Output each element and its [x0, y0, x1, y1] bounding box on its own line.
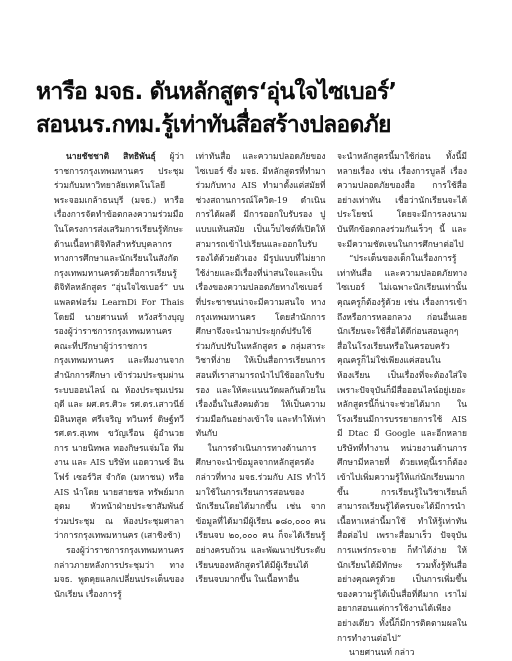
headline-line-1: หารือ มจธ. ดันหลักสูตร‘อุ่นใจไซเบอร์’	[36, 79, 397, 105]
article-column-3	[337, 150, 467, 659]
article-paragraph: “ประเด็นของเด็กในเรื่องการรู้เท่าทันสื่อ และความปลอดภัยทางไซเบอร์ ไม่เฉพาะนักเรียนเท่านั้น คุณครูก็ต้องรู้ด้วย เช่น เรื่องการเข้าถึงหรือการหลอกลวง ก่อนอื่นเลยนักเรียนจะใช้สื่อได้ดีก่อนสอนลูกๆ สื่อในโรงเรียนหรือในครอบครัว คุณครูก็ไม่ใช่เพียงแค่สอนในห้องเรียน เป็นเรื่องที่จะต้องใส่ใจ เพราะปัจจุบันก็มีสื่อออนไลน์อยู่เยอะ หลักสูตรนี้ก็น่าจะช่วยได้มาก ในโรงเรียนมีการบรรยายการใช้ AIS มี Dtac มี Google และอีกหลายบริษัทที่ทำงาน หน่วยงานด้านการศึกษามีหลายที่ ด้วยเหตุนี้เราก็ต้องเข้าไปเพิ่มความรู้ให้แก่นักเรียนมากขึ้น การเรียนรู้ในวิชาเรียนก็สามารถเรียนรู้ได้ครบจะได้มีการนำเนื้อหาเหล่านี้มาใช้ ทำให้รู้เท่าทันสื่อต่อไป เพราะสื่อมาเร็ว ปัจจุบันการแพร่กระจาย ก็ทำได้ง่าย ให้นักเรียนได้มีทักษะ รวมทั้งรู้ทันสื่ออย่างคุณครูด้วย เป็นการเพิ่มขึ้นของความรู้ได้เป็นสื่อที่ดีมาก เราไม่อยากสอนแค่การใช้งานได้เพียงอย่างเดียว ทั้งนี้ก็มีการติดตามผลในการทำงานต่อไป”	[337, 254, 467, 644]
article-paragraph: นายศานนท์ กล่าว	[349, 648, 415, 659]
headline	[36, 76, 476, 142]
article-column-1	[54, 150, 184, 600]
article-paragraph: จะนำหลักสูตรนี้มาใช้ก่อน ทั้งนี้มีหลายเรื่อง เช่น เรื่องการบูลลี่ เรื่องความปลอดภัยของสื่อ การใช้สื่ออย่างเท่าทัน เชื่อว่านักเรียนจะได้ประโยชน์ โดยจะมีการลงนามบันทึกข้อตกลงร่วมกันเร็วๆ นี้ และจะมีความชัดเจนในการศึกษาต่อไป	[337, 152, 467, 250]
paragraph-text: ผู้ว่าราชการกรุงเทพมหานคร ประชุมร่วมกับมหาวิทยาลัยเทคโนโลยีพระจอมเกล้าธนบุรี (มจธ.) หารือเรื่องการจัดทำข้อตกลงความร่วมมือในโครงการส่งเสริมการเรียนรู้ทักษะด้านเนื้อหาดิจิทัลสำหรับบุคลากรทางการศึกษาและนักเรียนในสังกัดกรุงเทพมหานครด้วยสื่อการเรียนรู้ดิจิทัลหลักสูตร “อุ่นใจไซเบอร์” บนแพลตฟอร์ม LearnDi For Thais โดยมี นายศานนท์ หวังสร้างบุญ รองผู้ว่าราชการกรุงเทพมหานคร คณะที่ปรึกษาผู้ว่าราชการกรุงเทพมหานคร และทีมงานจาก สำนักการศึกษา เข้าร่วมประชุมผ่านระบบออนไลน์ ณ ห้องประชุมเปรมฤดี และ ผศ.ดร.ศิวะ รศ.ดร.เสาวนีย์ มิลินทสูต ศรีเจริญ ทวินทร์ ดิษฐ์ทวี รศ.ดร.สุเทพ ขวัญเรือน ผู้อำนวยการ นายนิทพล ทองกิษรแจ่มโอ ทีมงาน และ AIS บริษัท แอดวานซ์ อินโฟร์ เซอร์วิส จำกัด (มหาชน) หรือ AIS นำโดย นายสายชล ทรัพย์มากอุดม หัวหน้าฝ่ายประชาสัมพันธ์ ร่วมประชุม ณ ห้องประชุมศาลาว่าการกรุงเทพมหานคร (เสาชิงช้า)	[54, 152, 184, 542]
article-paragraph: เท่าทันสื่อ และความปลอดภัยของไซเบอร์ ซึ่ง มจธ. มีหลักสูตรที่ทำมาร่วมกับทาง AIS ทำมาตั้งแต่สมัยที่ช่วงสถานการณ์โควิด-19 ดำเนินการได้ผลดี มีการออกใบรับรอง ปูแบบแท้นสมัย เป็นเว็บไซต์ที่เปิดให้สามารถเข้าไปเรียนและออกใบรับรองได้ด้วยตัวเอง มีรูปแบบที่ไม่ยาก ใช้ง่ายและมีเรื่องที่น่าสนใจและเป็นเรื่องของความปลอดภัยทางไซเบอร์ที่ประชาชนน่าจะมีความสนใจ ทางกรุงเทพมหานคร โดยสำนักการศึกษาจึงจะนำมาประยุกต์ปรับใช้ ร่วมกับปรับในหลักสูตร ๑ กลุ่มสาระวิชาที่ง่าย ให้เป็นสื่อการเรียนการสอนที่เราสามารถนำไปใช้ออกใบรับรอง และให้คะแนนวัดผลกันด้วยในเรื่องอื่นในสังคมด้วย ให้เป็นความร่วมมือกันอย่างเข้าใจ และทำให้เท่าทันกับ	[195, 152, 326, 440]
byline: นายชัชชาติ สิทธิพันธุ์	[66, 152, 156, 162]
article-paragraph: รองผู้ว่าราชการกรุงเทพมหานคร กล่าวภายหลังการประชุมว่า ทาง มจธ. พูดคุยแลกเปลี่ยนประเด็นของนักเรียน เรื่องการรู้	[54, 546, 184, 600]
article-body	[54, 150, 467, 659]
article-paragraph	[54, 150, 184, 544]
headline-line-2: สอนนร.กทม.รู้เท่าทันสื่อสร้างปลอดภัย	[36, 112, 391, 138]
article-paragraph: ในการดำเนินการทางด้านการศึกษาจะนำข้อมูลจากหลักสูตรดังกล่าวที่ทาง มจธ.ร่วมกับ AIS ทำไว้มาใช้ในการเรียนการสอนของนักเรียนโดยได้มากขึ้น เช่น จากข้อมูลที่ได้มามีผู้เรียน ๑๘๐,๐๐๐ คน เรียนจบ ๒๐,๐๐๐ คน ก็จะได้เรียนรู้อย่างครบถ้วน และพัฒนาปรับระดับเรียนของหลักสูตรได้มีผู้เรียนได้เรียนจบมากขึ้น ในเนื้อหาอื่น	[195, 443, 326, 586]
article-column-2	[195, 150, 326, 586]
